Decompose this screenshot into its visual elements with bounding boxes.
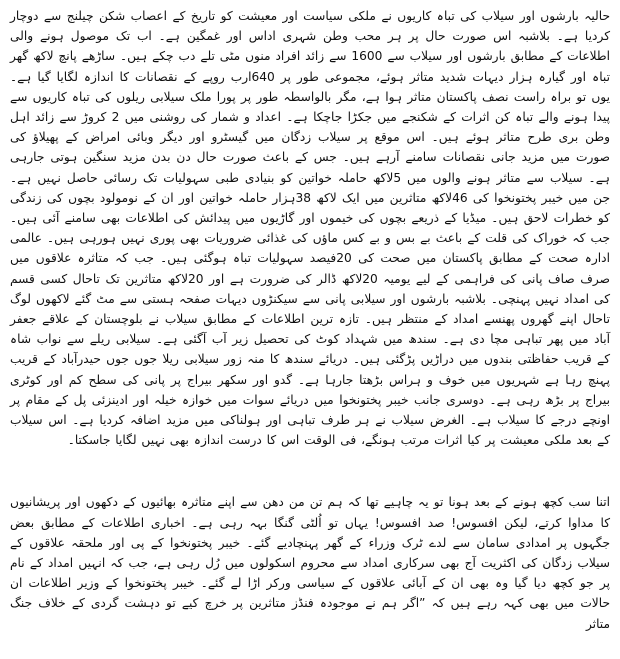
article-paragraph-2: اتنا سب کچھ ہونے کے بعد ہونا تو یہ چاہیے تھا کہ ہم تن من دھن سے اپنے متاثرہ بھائیوں کے دکھوں اور پریشانیوں کا مداوا کرتے، لیکن افسوس! صد افسوس! یہاں تو اُلٹی گنگا بہہ رہی ہے۔ اخباری اطلاعات کے مطابق بعض جگہوں پر امدادی سامان سے لدے ٹرک وزراء کے گھر پہنچادیے گئے۔ خیبر پختونخوا کے پی اور ملحقہ علاقوں کے سیلاب زدگان کی اکثریت آج بھی سرکاری امداد سے محروم اسکولوں میں رُل رہی ہے، جب کہ انہیں امداد کے نام پر جو کچھ دیا گیا وہ بھی ان کے آبائی علاقوں کے سیاسی ورکر اڑا لے گئے۔ خیبر پختونخوا کے وزیر اطلاعات ان حالات میں بھی کہہ رہے ہیں کہ ”اگر ہم نے موجودہ فنڈز متاثرین پر خرچ کیے تو دہشت گردی کے خلاف جنگ متاثر bbox=[10, 495, 610, 631]
article-paragraph-1: حالیہ بارشوں اور سیلاب کی تباہ کاریوں نے ملکی سیاست اور معیشت کو تاریخ کے اعصاب شکن چیلنج سے دوچار کردیا ہے۔ بلاشبہ اس صورت حال پر ہر محب وطن شہری اداس اور غمگین ہے۔ اب تک موصول ہونے والی اطلاعات کے مطابق بارشوں اور سیلاب سے 1600 سے زائد افراد منوں مٹی تلے دب چکے ہیں۔ ساڑھے پانچ لاکھ گھر تباہ اور گیارہ ہزار دیہات شدید متاثر ہوئے، مجموعی طور پر 640ارب روپے کے نقصانات کا اندازہ لگایا گیا ہے۔ یوں تو براہ راست نصف پاکستان متاثر ہوا ہے، مگر بالواسطہ طور پر پورا ملک سیلابی ریلوں کی تباہ کاریوں سے پیدا ہونے والے تباہ کن اثرات کے شکنجے میں جکڑا جاچکا ہے۔ اعداد و شمار کی روشنی میں 2 کروڑ سے زائد اہل وطن بری طرح متاثر ہوئے ہیں۔ اس موقع پر سیلاب زدگان میں گیسٹرو اور دیگر وبائی امراض کے پھیلاؤ کی صورت میں مزید جانی نقصانات سامنے آرہے ہیں۔ جس کے باعث صورت حال دن بدن مزید سنگین ہوتی جارہی ہے۔ سیلاب سے متاثر ہونے والوں میں 5لاکھ حاملہ خواتین کو بنیادی طبی سہولیات تک رسائی حاصل نہیں ہے۔ جن میں خیبر پختونخوا کی 46لاکھ متاثرین میں ایک لاکھ 38ہزار حاملہ خواتین اور ان کے نومولود بچوں کی زندگی کو خطرات لاحق ہیں۔ میڈیا کے ذریعے بچوں کی خیموں اور گاڑیوں میں پیدائش کی اطلاعات بھی سامنے آئی ہیں۔ جب کہ خوراک کی قلت کے باعث بے بس و بے کس ماؤں کی غذائی ضروریات بھی پوری نہیں ہورہی ہیں۔ عالمی ادارہ صحت کے مطابق پاکستان میں صحت کی 20فیصد سہولیات تباہ ہوگئی ہیں۔ جب کہ متاثرہ علاقوں میں صرف صاف پانی کی فراہمی کے لیے یومیہ 20لاکھ ڈالر کی ضرورت ہے اور 20لاکھ متاثرین تک تاحال کسی قسم کی امداد نہیں پہنچی۔ بلاشبہ بارشوں اور سیلابی پانی سے سیکنڑوں دیہات صفحہ ہستی سے مٹ گئے لاکھوں لوگ تاحال اپنے گھروں پھنسے امداد کے منتظر ہیں۔ تازہ ترین اطلاعات کے مطابق سیلاب نے بلوچستان کے علاقے جعفر آباد میں پھر تباہی مچا دی ہے۔ سندھ میں شہداد کوٹ کی تحصیل زیر آب آگئی ہے۔ سیلابی ریلے سے نواب شاہ کے قریب حفاظتی بندوں میں دراڑیں پڑگئی ہیں۔ دریائے سندھ کا منہ زور سیلابی ریلا جوں جوں حیدرآباد کے قریب پہنچ رہا ہے شہریوں میں خوف و ہراس بڑھتا جارہا ہے۔ گدو اور سکھر بیراج پر پانی کی سطح کم اور کوٹری بیراج پر بڑھ رہی ہے۔ دوسری جانب خیبر پختونخوا میں دریائے سوات میں خوازہ خیلہ اور ادینزئی پل کے مقام پر اونچے درجے کا سیلاب ہے۔ الغرض سیلاب نے ہر طرف تباہی اور ہولناکی میں مزید اضافہ کردیا ہے۔ اس سیلاب کے بعد ملکی معیشت پر کیا اثرات مرتب ہونگے، فی الوقت اس کا درست اندازہ بھی نہیں لگایا جاسکتا۔ bbox=[10, 9, 611, 448]
